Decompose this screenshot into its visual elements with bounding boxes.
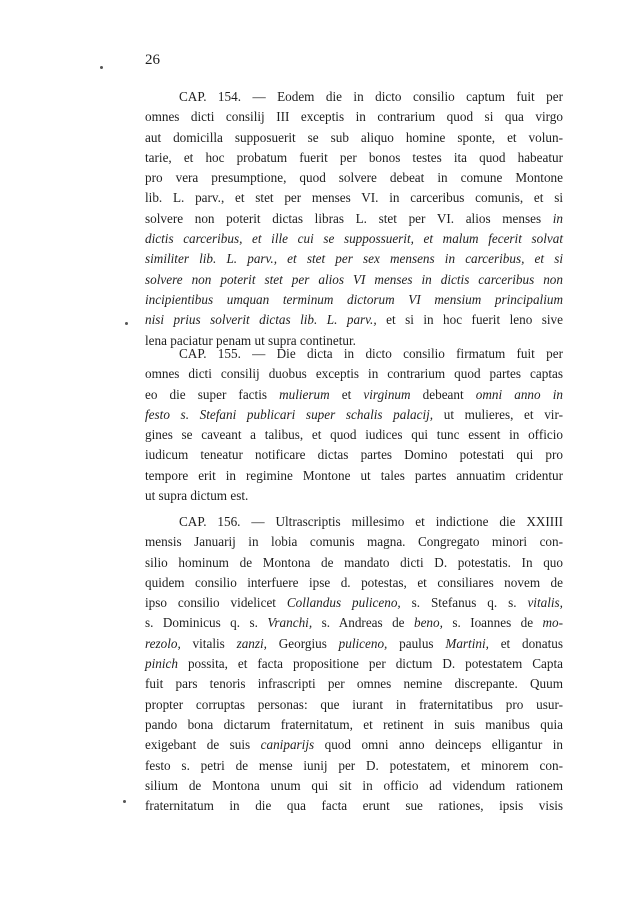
text-line bbox=[145, 445, 563, 465]
scan-speck bbox=[123, 800, 126, 803]
text-run: et si in hoc fuerit leno sive bbox=[376, 312, 563, 328]
text-line bbox=[145, 735, 563, 755]
text-run: tarie, et hoc probatum fuerit per bonos testes ita quod habeatur bbox=[145, 149, 563, 165]
text-line bbox=[145, 364, 563, 384]
text-line bbox=[145, 107, 563, 127]
text-line bbox=[145, 128, 563, 148]
italic-text: Vranchi, bbox=[267, 615, 313, 631]
text-line bbox=[145, 573, 563, 593]
italic-text: rezolo, bbox=[145, 635, 181, 651]
italic-text: nisi prius solverit dictas lib. L. parv., bbox=[145, 312, 377, 328]
text-line bbox=[145, 425, 563, 445]
text-run: ut supra dictum est. bbox=[145, 488, 249, 504]
text-line bbox=[145, 796, 563, 816]
italic-text: solvere non poterit stet per alios VI menses in dictis carceribus non bbox=[145, 271, 563, 287]
text-line bbox=[145, 715, 563, 735]
text-run: s. Stefanus q. s. bbox=[400, 595, 528, 611]
italic-text: puliceno, bbox=[338, 635, 388, 651]
text-line bbox=[145, 168, 563, 188]
italic-text: mulierum bbox=[279, 386, 330, 402]
text-run: pando bona dictarum fraternitatum, et retinent in suis manibus quia bbox=[145, 716, 563, 732]
text-run: omnes dicti consilij duobus exceptis in contrarium quod partes captas bbox=[145, 366, 563, 382]
text-line bbox=[145, 249, 563, 269]
text-line bbox=[145, 654, 563, 674]
text-run: s. Andreas de bbox=[312, 615, 414, 631]
text-run: ipso consilio videlicet bbox=[145, 595, 287, 611]
text-line bbox=[145, 310, 563, 330]
scan-speck bbox=[100, 66, 103, 69]
italic-text: mo- bbox=[542, 615, 564, 631]
text-line bbox=[145, 756, 563, 776]
text-run: iudicum teneatur notificare dictas partes Domino potestati qui pro bbox=[145, 447, 563, 463]
text-run: CAP. 156. — Ultrascriptis millesimo et indictione die XXIIII bbox=[179, 514, 563, 529]
text-line bbox=[145, 613, 563, 633]
text-run: CAP. 154. — Eodem die in dicto consilio captum fuit per bbox=[179, 89, 563, 104]
italic-text: incipientibus umquan terminum dictorum VI mensium principalium bbox=[145, 291, 563, 307]
page-number: 26 bbox=[145, 52, 160, 68]
text-line bbox=[145, 512, 563, 532]
text-run: Georgius bbox=[266, 635, 339, 651]
chapter-155-paragraph bbox=[145, 344, 563, 506]
italic-text: Martini, bbox=[445, 635, 489, 651]
text-run: s. Ioannes de bbox=[442, 615, 543, 631]
text-line bbox=[145, 385, 563, 405]
text-line bbox=[145, 776, 563, 796]
text-run: solvere non poterit dictas libras L. stet per VI. alios menses bbox=[145, 210, 553, 226]
text-run: possita, et facta propositione per dictum D. potestatem Capta bbox=[177, 656, 563, 672]
chapter-154-paragraph bbox=[145, 87, 563, 351]
text-line bbox=[145, 290, 563, 310]
text-line bbox=[145, 674, 563, 694]
text-run: pro vera presumptione, quod solvere debeat in comune Montone bbox=[145, 170, 563, 186]
italic-text: vitalis, bbox=[527, 595, 563, 611]
text-run: gines se caveant a talibus, et quod iudices qui tunc essent in officio bbox=[145, 427, 563, 443]
text-run: et donatus bbox=[488, 635, 563, 651]
text-line bbox=[145, 405, 563, 425]
text-run: aut domicilla supposuerit se sub aliquo homine sponte, et volun- bbox=[145, 129, 563, 145]
scan-speck bbox=[125, 322, 128, 325]
italic-text: omni anno in bbox=[475, 386, 563, 402]
italic-text: similiter lib. L. parv., et stet per sex mensens in carceribus, et si bbox=[145, 251, 563, 267]
italic-text: virginum bbox=[363, 386, 411, 402]
text-run: fuit pars tenoris infrascripti per omnes nemine discrepante. Quum bbox=[145, 676, 563, 692]
text-run: paulus bbox=[387, 635, 446, 651]
text-run: propter corruptas personas: que iurant in fraternitatibus pro usur- bbox=[145, 696, 563, 712]
text-line bbox=[145, 209, 563, 229]
text-run: silio hominum de Montona de mandato dicti D. potestatis. In quo bbox=[145, 554, 563, 570]
text-run: silium de Montona unum qui sit in officio ad videndum rationem bbox=[145, 777, 563, 793]
text-run: tempore erit in regimine Montone ut tales partes annuatim cridentur bbox=[145, 467, 563, 483]
text-run: quod omni anno deinceps elligantur in bbox=[314, 737, 563, 753]
text-run: s. Dominicus q. s. bbox=[145, 615, 268, 631]
text-run: omnes dicti consilij III exceptis in contrarium quod si qua virgo bbox=[145, 109, 563, 125]
text-run: CAP. 155. — Die dicta in dicto consilio firmatum fuit per bbox=[179, 346, 563, 361]
italic-text: caniparijs bbox=[260, 737, 315, 753]
text-line bbox=[145, 229, 563, 249]
text-line bbox=[145, 270, 563, 290]
italic-text: dictis carceribus, et ille cui se suppossuerit, et malum fecerit solvat bbox=[145, 231, 563, 247]
text-run: debeant bbox=[410, 386, 476, 402]
italic-text: zanzi, bbox=[236, 635, 267, 651]
text-line bbox=[145, 466, 563, 486]
text-run: fraternitatum in die qua facta erunt sue rationes, ipsis visis bbox=[145, 798, 563, 814]
text-line bbox=[145, 634, 563, 654]
italic-text: festo s. Stefani publicari super schalis palacij, bbox=[145, 406, 434, 422]
text-run: ut mulieres, et vir- bbox=[433, 406, 563, 422]
text-run: lib. L. parv., et stet per menses VI. in carceribus comunis, et si bbox=[145, 190, 563, 206]
text-run: eo die super factis bbox=[145, 386, 280, 402]
text-run: exigebant de suis bbox=[145, 737, 261, 753]
text-run: quidem consilio interfuere ipse d. potestas, et consiliares novem de bbox=[145, 574, 563, 590]
text-line bbox=[145, 344, 563, 364]
text-run: festo s. petri de mense iunij per D. potestatem, et minorem con- bbox=[145, 757, 563, 773]
text-line bbox=[145, 87, 563, 107]
text-line bbox=[145, 695, 563, 715]
text-run: et bbox=[329, 386, 364, 402]
text-line bbox=[145, 188, 563, 208]
text-run: lena paciatur penam ut supra continetur. bbox=[145, 332, 356, 348]
text-line bbox=[145, 593, 563, 613]
text-line bbox=[145, 148, 563, 168]
text-line bbox=[145, 486, 563, 506]
italic-text: beno, bbox=[413, 615, 443, 631]
text-run: mensis Januarij in lobia comunis magna. Congregato minori con- bbox=[145, 534, 563, 550]
text-line bbox=[145, 532, 563, 552]
text-run: vitalis bbox=[180, 635, 237, 651]
italic-text: pinich bbox=[145, 656, 178, 672]
text-line bbox=[145, 553, 563, 573]
italic-text: in bbox=[552, 210, 563, 226]
chapter-156-paragraph bbox=[145, 512, 563, 816]
italic-text: Collandus puliceno, bbox=[286, 595, 401, 611]
